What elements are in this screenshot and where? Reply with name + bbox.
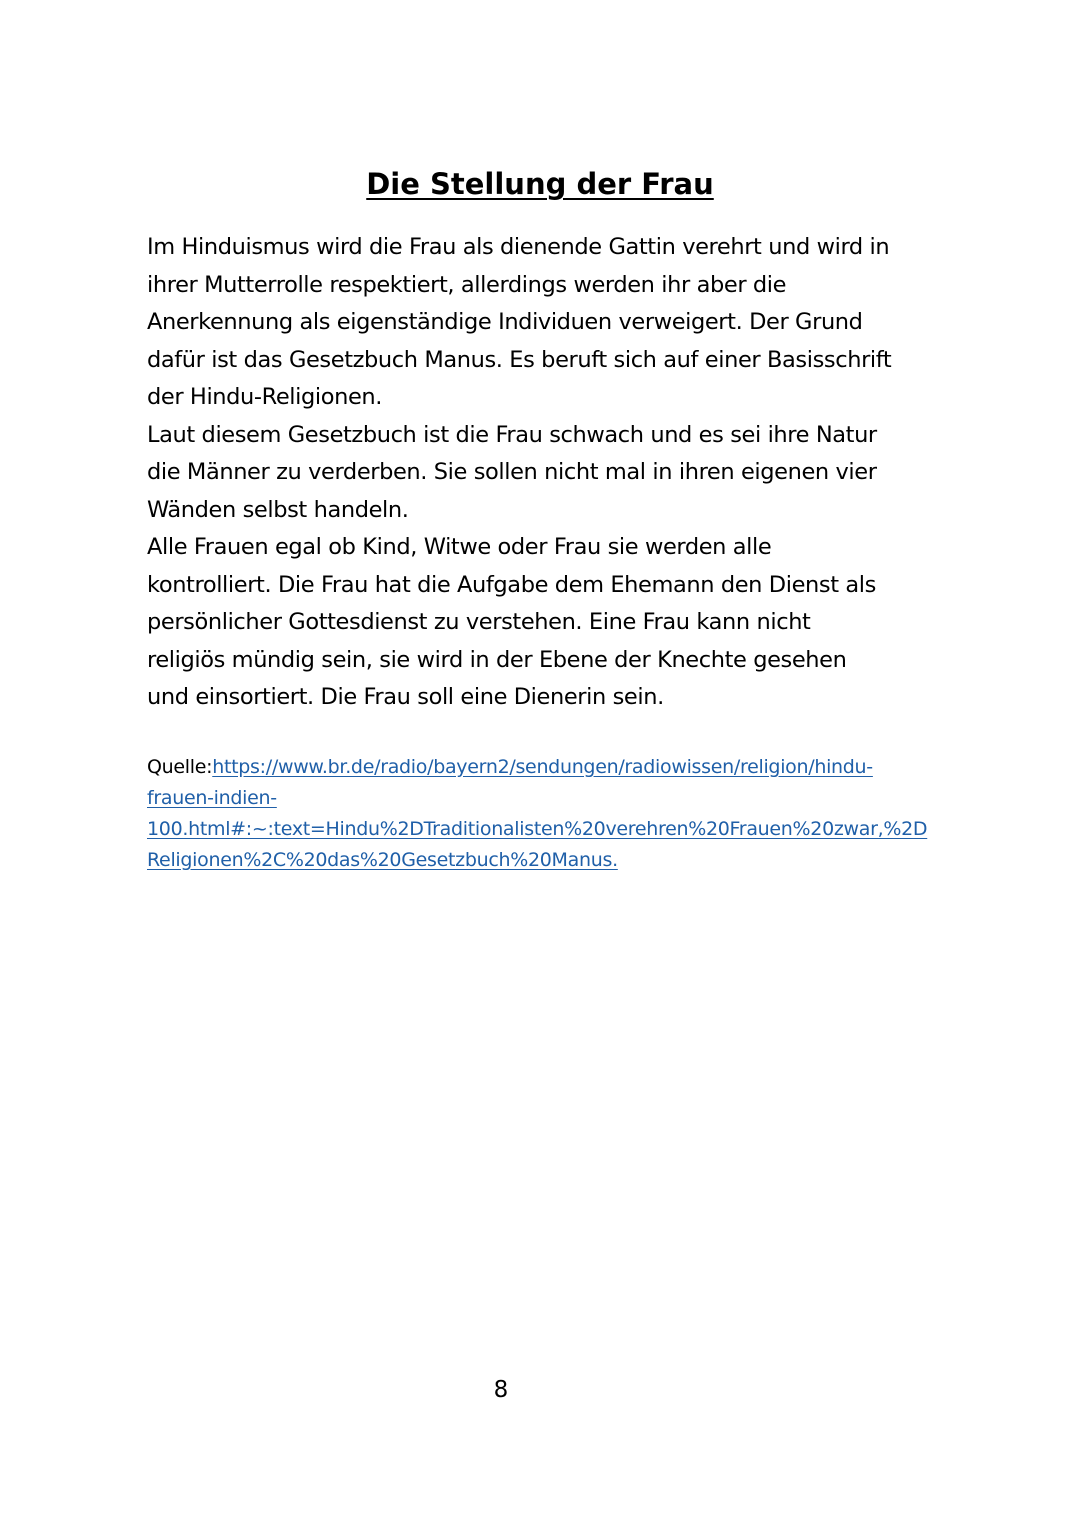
paragraph-line: die Männer zu verderben. Sie sollen nicht mal in ihren eigenen vier (147, 459, 877, 485)
source-citation (147, 752, 967, 876)
body-paragraph (147, 229, 947, 717)
paragraph-line: Anerkennung als eigenständige Individuen verweigert. Der Grund (147, 309, 863, 335)
paragraph-line: persönlicher Gottesdienst zu verstehen. Eine Frau kann nicht (147, 609, 811, 635)
paragraph-line: und einsortiert. Die Frau soll eine Dienerin sein. (147, 684, 664, 710)
page-title (0, 162, 1080, 206)
paragraph-line: kontrolliert. Die Frau hat die Aufgabe dem Ehemann den Dienst als (147, 571, 876, 598)
source-link-continuation[interactable]: Religionen%2C%20das%20Gesetzbuch%20Manus. (147, 849, 618, 871)
page-number: 8 (493, 1377, 509, 1403)
source-link[interactable]: https://www.br.de/radio/bayern2/sendungen/radiowissen/religion/hindu- (212, 756, 873, 778)
source-link-continuation[interactable]: 100.html#:~:text=Hindu%2DTraditionalisten%20verehren%20Frauen%20zwar,%2D (147, 818, 928, 840)
paragraph-line: Alle Frauen egal ob Kind, Witwe oder Frau sie werden alle (147, 534, 772, 560)
source-label: Quelle: (147, 756, 213, 778)
paragraph-line: der Hindu-Religionen. (147, 384, 383, 410)
paragraph-line: Laut diesem Gesetzbuch ist die Frau schwach und es sei ihre Natur (147, 421, 877, 448)
source-link-continuation[interactable]: frauen-indien- (147, 787, 277, 809)
paragraph-line: Im Hinduismus wird die Frau als dienende Gattin verehrt und wird in (147, 234, 890, 260)
paragraph-line: ihrer Mutterrolle respektiert, allerdings werden ihr aber die (147, 271, 787, 298)
paragraph-line: Wänden selbst handeln. (147, 496, 409, 523)
paragraph-line: religiös mündig sein, sie wird in der Ebene der Knechte gesehen (147, 646, 847, 673)
page-title-text: Die Stellung der Frau (366, 167, 714, 201)
source-first-line (147, 752, 967, 783)
paragraph-line: dafür ist das Gesetzbuch Manus. Es beruft sich auf einer Basisschrift (147, 346, 892, 373)
